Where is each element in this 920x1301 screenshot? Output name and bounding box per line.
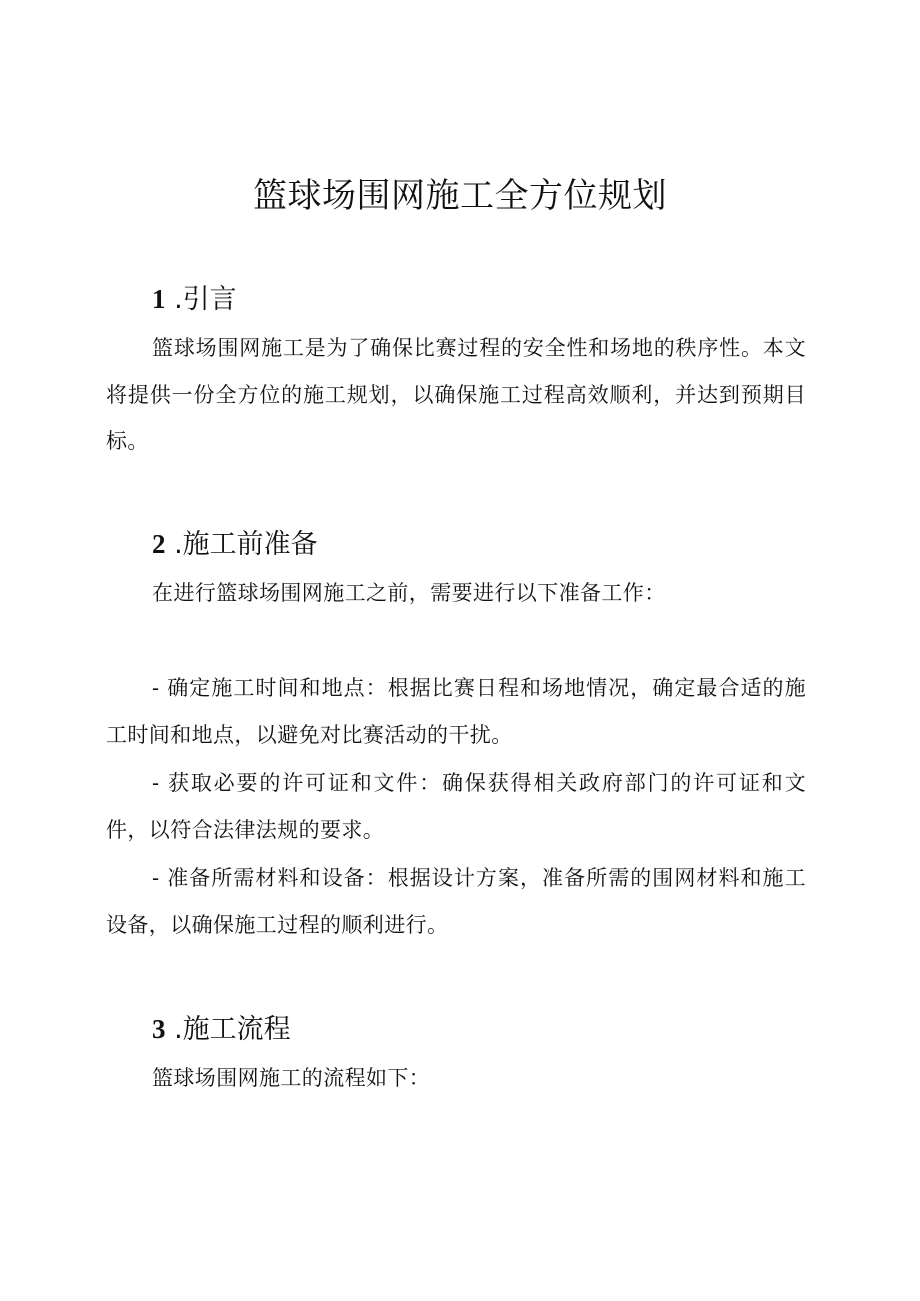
section-3-heading (152, 1009, 291, 1050)
section-2-list-item-3: - 准备所需材料和设备：根据设计方案，准备所需的围网材料和施工设备，以确保施工过程的顺利进行。 (106, 866, 806, 937)
section-1-number: 1 (152, 284, 166, 314)
section-3-paragraph-1: 篮球场围网施工的流程如下： (152, 1066, 431, 1090)
section-1-heading (152, 279, 237, 320)
section-3-number: 3 (152, 1014, 166, 1044)
section-1-paragraph-1: 篮球场围网施工是为了确保比赛过程的安全性和场地的秩序性。本文将提供一份全方位的施工规划，以确保施工过程高效顺利，并达到预期目标。 (106, 336, 806, 453)
document-title: 篮球场围网施工全方位规划 (253, 176, 667, 216)
section-2-list-item-1: - 确定施工时间和地点：根据比赛日程和场地情况，确定最合适的施工时间和地点，以避免对比赛活动的干扰。 (106, 676, 806, 747)
section-3-title: .施工流程 (174, 1014, 291, 1045)
section-2-paragraph-intro: 在进行篮球场围网施工之前，需要进行以下准备工作： (152, 581, 666, 605)
section-2-heading (152, 524, 318, 565)
section-2-number: 2 (152, 529, 166, 559)
section-2-title: .施工前准备 (174, 529, 318, 560)
section-1-title: .引言 (174, 284, 237, 315)
section-2-list-item-2: - 获取必要的许可证和文件：确保获得相关政府部门的许可证和文件，以符合法律法规的要求。 (106, 771, 806, 842)
